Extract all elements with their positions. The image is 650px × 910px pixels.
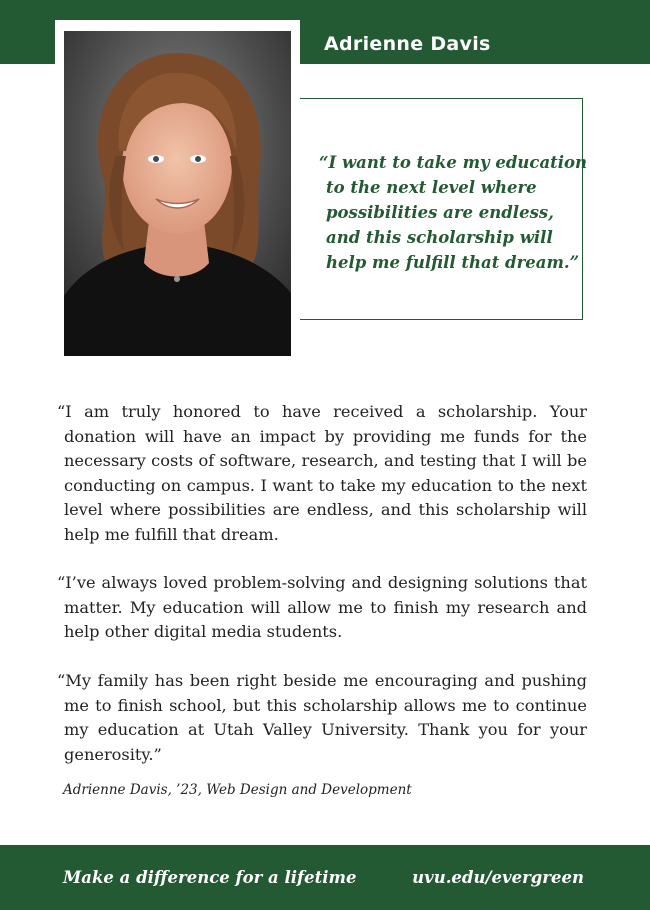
testimonial-paragraph: “I am truly honored to have received a scholarship. Your donation will have an impact by providing me funds for the necessary costs of software, research, and testing that I will be conducting on campus. I want to take my education to the next level where possibilities are endless, and this scholarship will help me fulfill that dream. [57,402,587,544]
portrait-photo [64,31,291,356]
pull-quote-line: help me fulfill that dream.” [326,253,580,272]
testimonial-paragraph: “I’ve always loved problem-solving and designing solutions that matter. My education will allow me to finish my research and help other digital media students. [57,573,587,641]
pull-quote [319,150,588,275]
testimonial-paragraph: “My family has been right beside me encouraging and pushing me to finish school, but this scholarship allows me to continue my education at Utah Valley University. Thank you for your generosity.” [57,671,587,764]
student-name: Adrienne Davis [324,33,491,55]
attribution: Adrienne Davis, ’23, Web Design and Development [63,782,412,798]
pull-quote-line: “I want to take my education [319,153,588,172]
footer-tagline: Make a difference for a lifetime [63,868,357,887]
pull-quote-line: to the next level where [326,178,537,197]
pull-quote-line: possibilities are endless, [326,203,554,222]
footer-url-link[interactable]: uvu.edu/evergreen [412,868,584,887]
pull-quote-line: and this scholarship will [326,228,553,247]
